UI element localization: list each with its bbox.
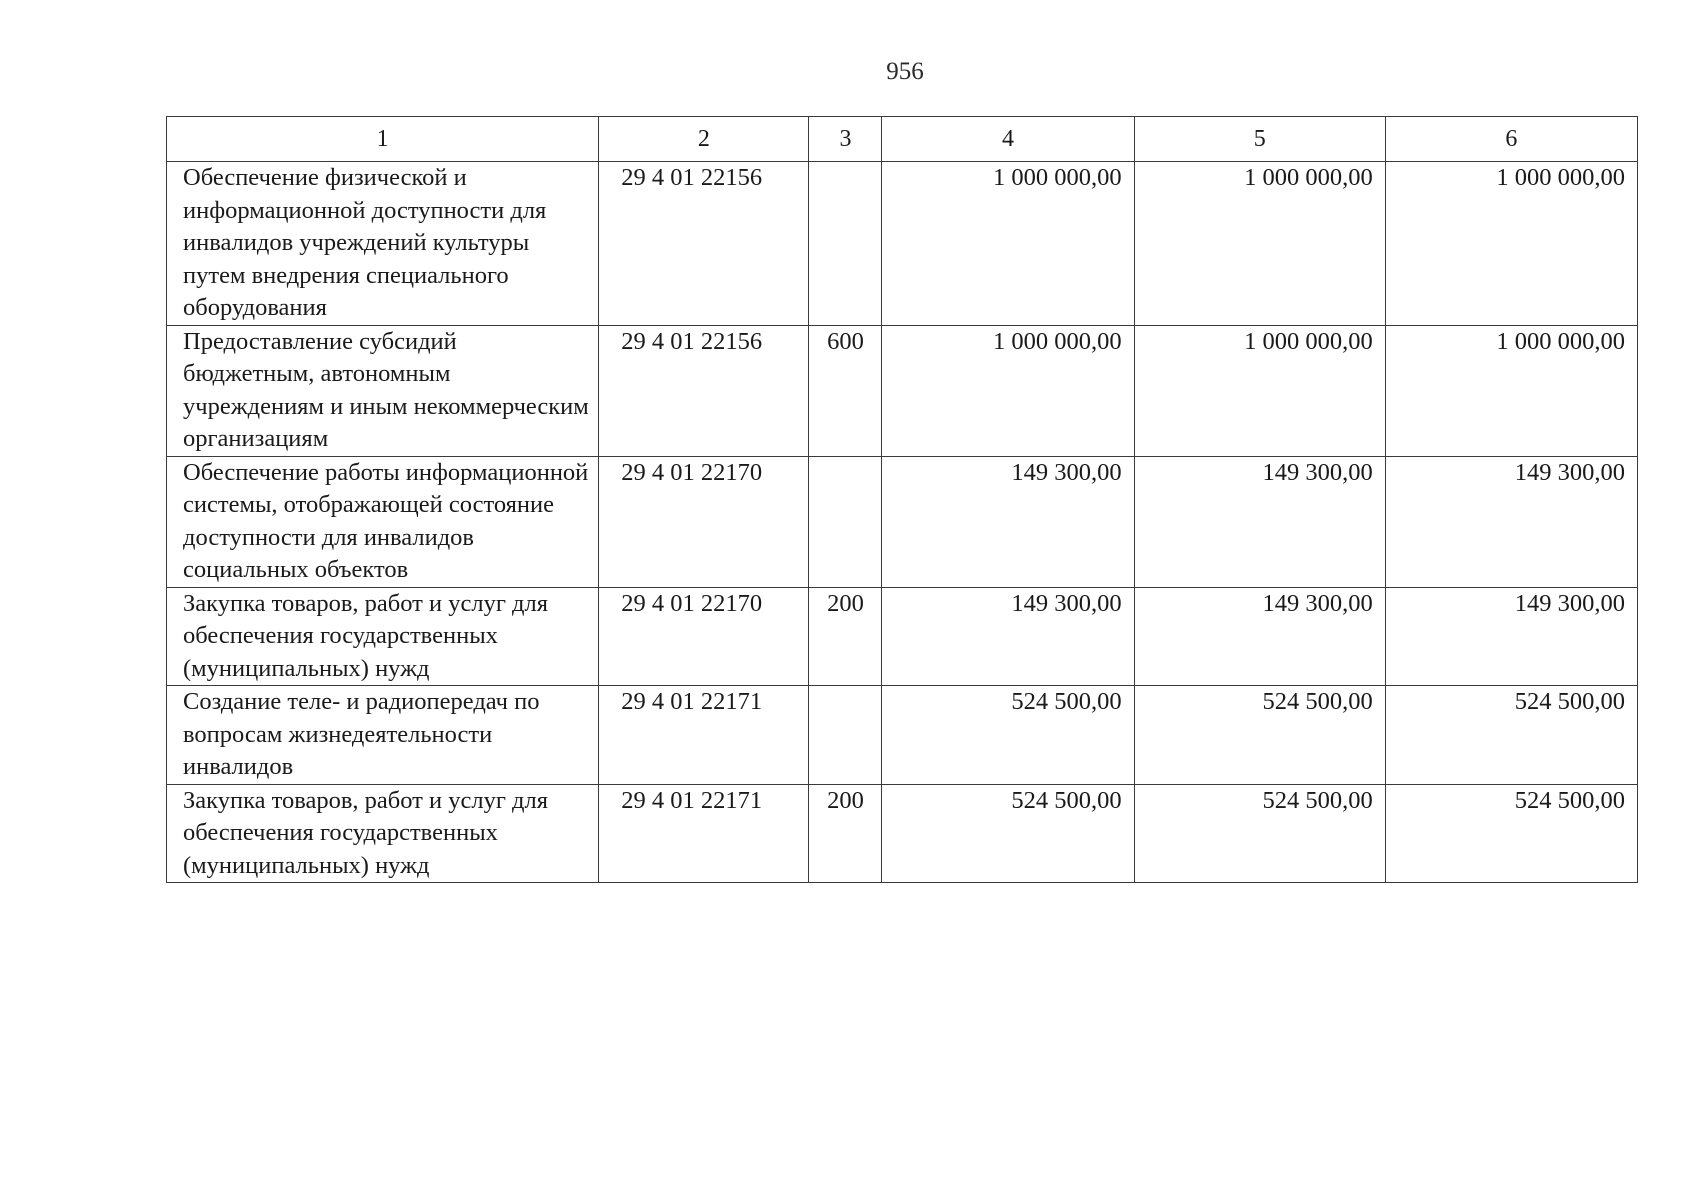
column-header-3: 3 [809, 117, 882, 162]
row-code-cell: 29 4 01 22156 [599, 325, 809, 456]
row-code-cell: 29 4 01 22170 [599, 587, 809, 686]
row-name-cell: Обеспечение физической и информационной доступности для инвалидов учреждений культуры путем внедрения специального оборудования [167, 162, 599, 326]
row-amount-col4: 524 500,00 [882, 686, 1134, 785]
row-amount-col6: 149 300,00 [1385, 587, 1637, 686]
row-amount-col6: 1 000 000,00 [1385, 162, 1637, 326]
row-amount-col6: 524 500,00 [1385, 686, 1637, 785]
column-header-4: 4 [882, 117, 1134, 162]
row-name-cell: Закупка товаров, работ и услуг для обеспечения государственных (муниципальных) нужд [167, 784, 599, 883]
page-number: 956 [886, 58, 924, 85]
table-row [167, 325, 1638, 456]
row-amount-col4: 524 500,00 [882, 784, 1134, 883]
row-code-cell: 29 4 01 22156 [599, 162, 809, 326]
row-type-cell: 200 [809, 587, 882, 686]
row-amount-col5: 524 500,00 [1134, 784, 1385, 883]
row-amount-col5: 149 300,00 [1134, 587, 1385, 686]
row-amount-col5: 149 300,00 [1134, 456, 1385, 587]
table-row [167, 456, 1638, 587]
column-header-5: 5 [1134, 117, 1385, 162]
row-amount-col5: 1 000 000,00 [1134, 325, 1385, 456]
table-row [167, 686, 1638, 785]
row-code-cell: 29 4 01 22170 [599, 456, 809, 587]
row-amount-col6: 1 000 000,00 [1385, 325, 1637, 456]
table-header-row [167, 117, 1638, 162]
row-type-cell: 200 [809, 784, 882, 883]
row-amount-col6: 149 300,00 [1385, 456, 1637, 587]
row-type-cell: 600 [809, 325, 882, 456]
row-amount-col4: 149 300,00 [882, 456, 1134, 587]
row-amount-col4: 149 300,00 [882, 587, 1134, 686]
row-type-cell [809, 686, 882, 785]
column-header-1: 1 [167, 117, 599, 162]
budget-table [166, 116, 1638, 883]
row-amount-col5: 1 000 000,00 [1134, 162, 1385, 326]
row-name-cell: Создание теле- и радиопередач по вопросам жизнедеятельности инвалидов [167, 686, 599, 785]
row-amount-col5: 524 500,00 [1134, 686, 1385, 785]
row-amount-col4: 1 000 000,00 [882, 325, 1134, 456]
table-row [167, 162, 1638, 326]
row-amount-col6: 524 500,00 [1385, 784, 1637, 883]
row-code-cell: 29 4 01 22171 [599, 784, 809, 883]
table-row [167, 587, 1638, 686]
row-code-cell: 29 4 01 22171 [599, 686, 809, 785]
row-name-cell: Обеспечение работы информационной системы, отображающей состояние доступности для инвалидов социальных объектов [167, 456, 599, 587]
column-header-2: 2 [599, 117, 809, 162]
row-name-cell: Закупка товаров, работ и услуг для обеспечения государственных (муниципальных) нужд [167, 587, 599, 686]
row-amount-col4: 1 000 000,00 [882, 162, 1134, 326]
row-type-cell [809, 456, 882, 587]
row-type-cell [809, 162, 882, 326]
table-row [167, 784, 1638, 883]
column-header-6: 6 [1385, 117, 1637, 162]
row-name-cell: Предоставление субсидий бюджетным, автономным учреждениям и иным некоммерческим организациям [167, 325, 599, 456]
